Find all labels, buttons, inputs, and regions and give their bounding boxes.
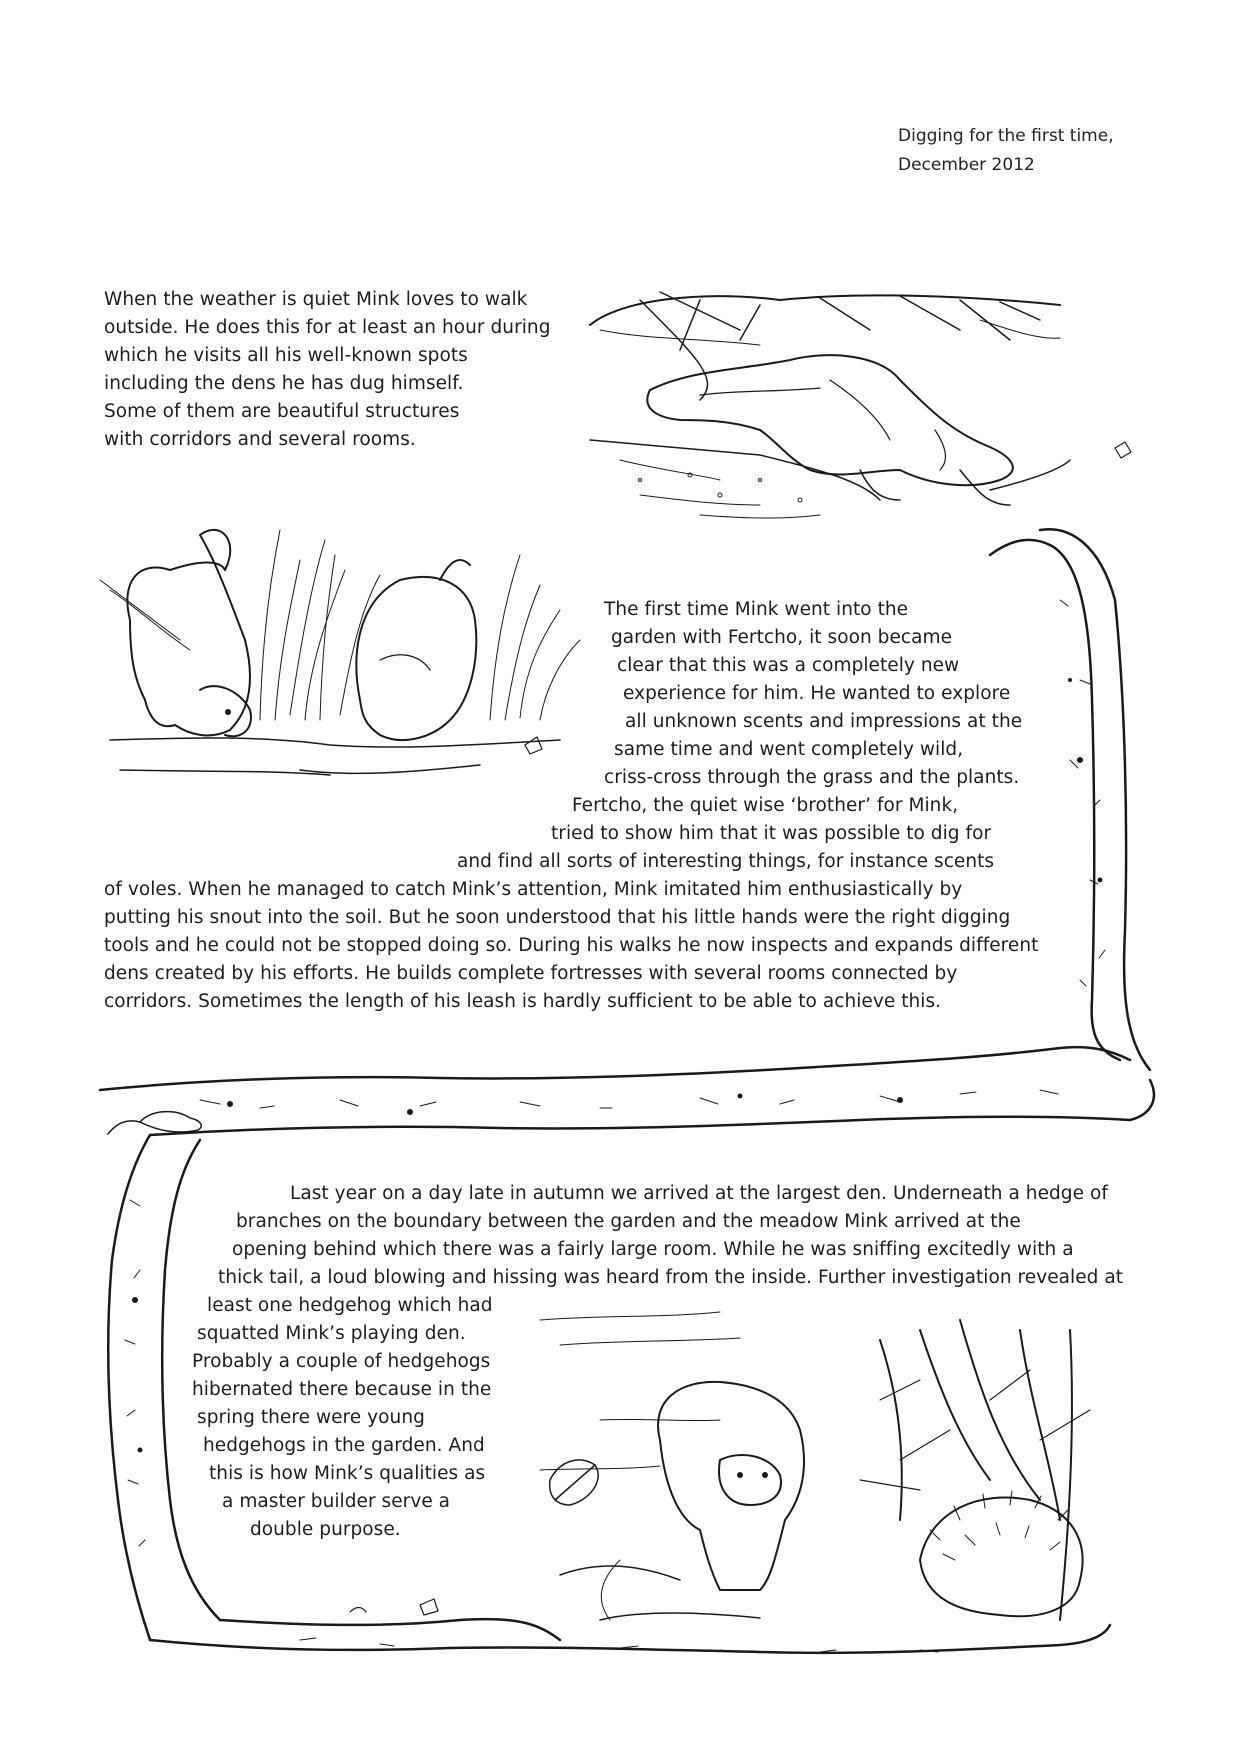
text-line: putting his snout into the soil. But he soon understood that his little hands were the right digging bbox=[104, 907, 1011, 928]
text-line: opening behind which there was a fairly large room. While he was sniffing excitedly with a bbox=[232, 1239, 1074, 1260]
text-line: Probably a couple of hedgehogs bbox=[192, 1351, 491, 1372]
ferret-digging-illustration bbox=[590, 292, 1131, 518]
text-line: corridors. Sometimes the length of his leash is hardly sufficient to be able to achieve this. bbox=[104, 991, 942, 1012]
two-ferrets-grass-illustration bbox=[100, 530, 580, 775]
ferret-hedgehog-den-illustration bbox=[540, 1312, 1090, 1620]
caption-line: December 2012 bbox=[898, 155, 1035, 175]
text-line: branches on the boundary between the garden and the meadow Mink arrived at the bbox=[236, 1211, 1021, 1232]
text-line: spring there were young bbox=[197, 1407, 425, 1428]
text-line: Some of them are beautiful structures bbox=[104, 401, 460, 422]
text-line: tools and he could not be stopped doing so. During his walks he now inspects and expands different bbox=[104, 935, 1039, 956]
text-line: double purpose. bbox=[250, 1519, 401, 1540]
text-line: When the weather is quiet Mink loves to walk bbox=[104, 289, 528, 310]
illustration-caption bbox=[898, 122, 1114, 180]
text-line: clear that this was a completely new bbox=[617, 655, 960, 676]
text-line: same time and went completely wild, bbox=[614, 739, 964, 760]
text-line: garden with Fertcho, it soon became bbox=[611, 627, 953, 648]
text-line: all unknown scents and impressions at the bbox=[625, 711, 1023, 732]
text-line: this is how Mink’s qualities as bbox=[209, 1463, 486, 1484]
text-line: which he visits all his well-known spots bbox=[104, 345, 468, 366]
text-line: dens created by his efforts. He builds complete fortresses with several rooms connected by bbox=[104, 963, 958, 984]
text-line: squatted Mink’s playing den. bbox=[197, 1323, 466, 1344]
text-line: criss-cross through the grass and the plants. bbox=[604, 767, 1020, 788]
text-line: Last year on a day late in autumn we arrived at the largest den. Underneath a hedge of bbox=[290, 1183, 1108, 1204]
text-line: experience for him. He wanted to explore bbox=[623, 683, 1011, 704]
text-line: Fertcho, the quiet wise ‘brother’ for Mink, bbox=[572, 795, 959, 816]
text-line: hibernated there because in the bbox=[192, 1379, 492, 1400]
text-line: and find all sorts of interesting things, for instance scents bbox=[457, 851, 995, 872]
text-line: tried to show him that it was possible to dig for bbox=[551, 823, 992, 844]
text-line: of voles. When he managed to catch Mink’s attention, Mink imitated him enthusiastically by bbox=[104, 879, 963, 900]
caption-line: Digging for the first time, bbox=[898, 126, 1114, 146]
text-line: outside. He does this for at least an hour during bbox=[104, 317, 551, 338]
text-line: a master builder serve a bbox=[222, 1491, 451, 1512]
text-line: including the dens he has dug himself. bbox=[104, 373, 464, 394]
text-line: The first time Mink went into the bbox=[604, 599, 909, 620]
text-line: thick tail, a loud blowing and hissing was heard from the inside. Further investigation revealed at bbox=[218, 1267, 1124, 1288]
text-line: hedgehogs in the garden. And bbox=[203, 1435, 485, 1456]
text-line: least one hedgehog which had bbox=[207, 1295, 493, 1316]
text-line: with corridors and several rooms. bbox=[104, 429, 416, 450]
